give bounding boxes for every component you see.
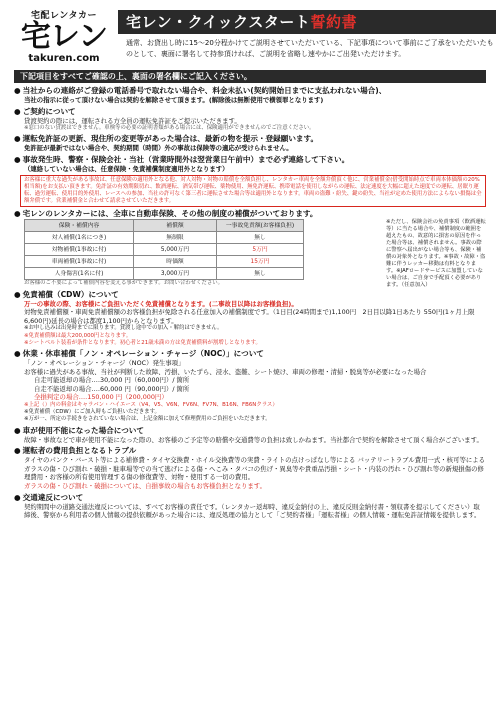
- s4-sub: （連絡していない場合は、任意保険・免責補償制度適用外となります）: [24, 164, 229, 173]
- logo-top: 宅配レンタカー: [31, 11, 97, 21]
- title-red: 誓約書: [310, 13, 357, 31]
- table-cell: 対人補償(1名につき): [25, 232, 134, 244]
- table-cell: 人身傷害(1名に付): [25, 268, 134, 280]
- s7-total: 全損判定の場合‥‥150,000 円（200,000円）: [34, 393, 168, 402]
- table-row: [25, 232, 304, 244]
- s3-body: 免許証が最新ではない場合や、契約期間（時間）外の事故は保険等の適応が受けられません。: [24, 144, 293, 153]
- s7-body: お客様に過失がある事故、当社が判断した故障、汚損、いたずら、浸水、盗難、シート焼け、車両の修理・清掃・脱臭等が必要になった場合: [24, 367, 427, 376]
- instruction-bar: 下記項目をすべてご確認の上、裏面の署名欄にご記入ください。: [14, 70, 486, 83]
- s1-title: ● 当社からの連絡がご登録の電話番号で取れない場合や、料金未払い(契約開始日までに支払われない場合)、: [14, 86, 486, 96]
- header: [14, 6, 494, 84]
- intro-text: 通常、お貸出し時に15〜20分程かけてご説明させていただいている、下記事項について事前にご了承をいただいたものとして、裏面に署名して持参頂ければ、ご説明を省略し速やかにご出発いただけます。: [126, 39, 494, 58]
- table-cell: 無し: [217, 268, 304, 280]
- table-header-cell: 一事故免責額(お客様負担): [217, 220, 304, 232]
- table-header-cell: 補償額: [134, 220, 217, 232]
- s5-note: お客様のご不要によって補償内容を変える事ができます。お問い合わせください。: [24, 280, 224, 287]
- s8-title: ● 車が使用不能になった場合について: [14, 426, 486, 436]
- table-cell: 車両補償(1事故に付): [25, 256, 134, 268]
- s9-body: タイヤのパンク・バースト等による補修費・タイヤ交換費・ホイル交換費等の実費・ライトの点けっぱなし等による バッテリートラブル費用一式・核可等によるガラスの傷・ひび割れ・破損・駐車場等での当て逃げによる傷・へこみ・タバコの焦げ・異臭等や貴重品汚損・シート・内装の汚れ・ひび割れ等の新規損傷の修理費用・お客様の所有使用管理する傷の修復費等、対物・使用する一切の費用。: [24, 456, 486, 482]
- s6-note2: ※免責補償額は最大200,000円となります。: [24, 332, 132, 339]
- table-row: [25, 244, 304, 256]
- table-cell: 5,000万円: [134, 244, 217, 256]
- s4-title: ● 事故発生時、警察・保険会社・当社（営業時間外は翌営業日午前中）まで必ず連絡して下さい。: [14, 155, 486, 165]
- s6-body: 対物免責補償額・車両免責補償額のお客様負担が免除される任意加入の補償制度です。（1日目(24時間まで)1,100円 2日目以降1日あたり 550円(1ヶ月上限6,600円)延長の場合は都度1,100円からとなります。: [24, 308, 475, 325]
- s9-title: ● 運転者の費用負担となるトラブル: [14, 446, 486, 456]
- insurance-side-note: ※ただし、保険会社の免責事項（飲酒運転等）に当たる場合や、補償制度の範囲を超えたもの、故意的に損害の原因を作った場合等は、補償されません。事故の際に警察へ届出がない場合等も、保険・補償の対象外となります。※事故・故障・盗難に伴うレッカー移動は有料となります。※JAFロードサービスに加盟していない場合は、ご自身で手配頂く必要があります。（任意加入）: [386, 219, 486, 289]
- insurance-table: [24, 219, 304, 280]
- s7-sub: 「ノン・オペレーション・チャージ（NOC）発生事項」: [24, 358, 185, 367]
- body: [14, 86, 486, 520]
- table-cell: 5万円: [217, 244, 304, 256]
- s2-title: ● ご契約について: [14, 107, 486, 117]
- title: 宅レン・クイックスタート: [126, 13, 311, 31]
- s4-warning-box: お客様に重大な過失がある事故は、任意保険の適用外となる他、対人対物・対物の賠償を全額負担し、レンタカー車両を全額弁償頂く他に、営業補償金(借受開始時点で車両本体価額の20%相当額)をお支払い頂きます。免許証の有効期限切れ、飲酒運転、酒気帯び運転、薬物使用、無免許運転、携帯電話を使用しながらの運転、法定速度を大幅に超えた速度での運転、居眠り運転、過労運転、使用目的外使用、レースへの参加、当社の許可なく第三者に運転させた場合等は適用外となります。車両の盗難・紛失、鍵の紛失、当社が定めた使用方法によらない損傷は全額弁償です。営業補償金と合わせて請求させていただきます。: [20, 175, 486, 208]
- table-cell: 15万円: [217, 256, 304, 268]
- logo-site: takuren.com: [28, 53, 100, 64]
- s1-title2: 当社の指示に従って頂けない場合は契約を解除させて頂きます。(解除後は無断使用で横領罪となります): [24, 96, 324, 104]
- table-row: [25, 268, 304, 280]
- s6-note3: ※シートベルト装着が条件となります。初心者と21歳未満の方は免責補償料が割増しとなります。: [24, 339, 261, 346]
- table-cell: 3,000万円: [134, 268, 217, 280]
- s7-self: 自走可能返却の場合‥‥30,000 円（60,000円）/ 箇所: [34, 376, 190, 385]
- s5-title: ● 宅レンのレンタカーには、全車に自動車保険、その他の制度の補償がついております。: [14, 209, 486, 219]
- s3-title: ● 運転免許証の更新、現住所の変更等があった場合は、最新の物を提示・登録願います。: [14, 134, 486, 144]
- table-cell: 無し: [217, 232, 304, 244]
- s10-title: ● 交通違反について: [14, 493, 486, 503]
- s8-body: 故障・事故などで車が使用不能になった際の、お客様のご予定等の賠償や交通費等の負担は致しかねます。当社都合で契約を解除させて頂く場合がございます。: [24, 435, 483, 444]
- s2-body: 貸渡契約の際には、運転される方全員の運転免許証をご提示いただきます。: [24, 116, 241, 125]
- logo-mark: 宅レン: [20, 19, 108, 54]
- table-row: [25, 256, 304, 268]
- table-cell: 無制限: [134, 232, 217, 244]
- s9-red: ガラスの傷・ひび割れ・破損については、自損事故の場合もお客様負担となります。: [24, 481, 267, 490]
- table-header-cell: 保険・補償内容: [25, 220, 134, 232]
- s7-paren: ※上記（）内の料金はキャラバン・ハイエース（V4、V5、V6N、FV6N、FV7N、B16N、FB6Nクラス）: [24, 401, 278, 408]
- logo: [16, 8, 112, 64]
- s6-note1: ※お申し込みは出発時までに限ります。貸渡し途中での加入・解約はできません。: [24, 325, 223, 332]
- s7-title: ● 休業・休車補償「ノン・オペレーション・チャージ（NOC）」について: [14, 349, 486, 359]
- s7-note2: ※万が一、所定の手続きをされていない場合は、上記金額に加えて修理費用のご負担をいただきます。: [24, 416, 271, 423]
- table-header: [25, 220, 304, 232]
- table-cell: 時価額: [134, 256, 217, 268]
- s7-noself: 自走不能返却の場合‥‥60,000 円（90,000円）/ 箇所: [34, 384, 190, 393]
- s6-red: 万一の事故の際、お客様にご負担いただく免責補償となります。(二事故目以降はお客様負担)。: [24, 299, 298, 308]
- s6-title: ● 免責補償（CDW）について: [14, 290, 486, 300]
- table-cell: 対物補償(1事故に付): [25, 244, 134, 256]
- title-banner: [118, 10, 496, 34]
- s10-body: 契約期間中の道路交通法違反については、すべてお客様の責任です。（レンタカー返却時、違反金納付の上、違反反則金納付書・領収書を提示してください）取締後、警察から利用者の個人情報の提供依頼があった場合には、違反処理の協力として「ご契約者様」「運転者様」の個人情報・運転免許証情報を提供します。: [24, 502, 481, 520]
- s2-note: ※窓口のない貸渡はできません。車検等の必要の証明書類がある場合には、保険適用ができませんのでご注意ください。: [24, 125, 315, 132]
- s7-note1: ※免責補償（CDW）にご加入時もご負担いただきます。: [24, 409, 160, 416]
